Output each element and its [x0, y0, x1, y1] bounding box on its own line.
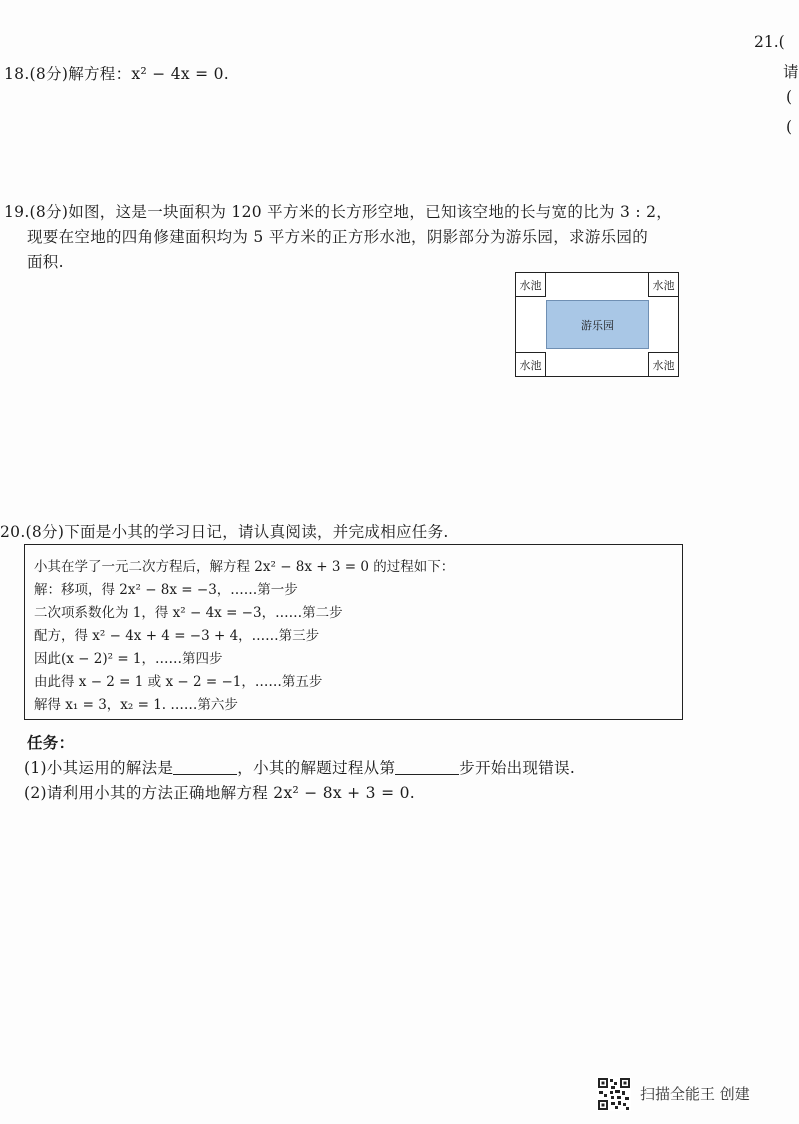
task-1-text-a: (1)小其运用的解法是	[24, 759, 174, 777]
q21-fragment-paren2: (	[786, 118, 793, 136]
pool-bottom-left: 水池	[515, 352, 546, 377]
diary-step-4: 因此(x − 2)² = 1，……第四步	[34, 651, 223, 667]
field-diagram	[515, 272, 679, 377]
task-title: 任务：	[27, 734, 75, 752]
answer-blank-step[interactable]	[395, 760, 459, 775]
q21-number: 21.(	[754, 33, 785, 51]
q19-line3: 面积.	[27, 253, 64, 271]
question-18	[4, 62, 229, 84]
q18-equation: x² − 4x = 0.	[131, 65, 230, 83]
q20-head: 20.(8分)下面是小其的学习日记，请认真阅读，并完成相应任务.	[0, 523, 449, 541]
diary-box	[24, 544, 683, 720]
pool-bottom-right: 水池	[648, 352, 679, 377]
diary-step-2: 二次项系数化为 1，得 x² − 4x = −3，……第二步	[34, 605, 343, 621]
task-1	[24, 756, 575, 778]
diary-step-3: 配方，得 x² − 4x + 4 = −3 + 4，……第三步	[34, 628, 320, 644]
q19-line1: 19.(8分)如图，这是一块面积为 120 平方米的长方形空地，已知该空地的长与宽的比为 3 : 2，	[4, 203, 673, 221]
diary-step-5: 由此得 x − 2 = 1 或 x − 2 = −1，……第五步	[34, 674, 323, 690]
diary-step-6: 解得 x₁ = 3，x₂ = 1. ……第六步	[34, 697, 238, 713]
amusement-park-area: 游乐园	[546, 300, 649, 349]
scanner-watermark: 扫描全能王 创建	[640, 1085, 750, 1103]
pool-top-left: 水池	[515, 272, 546, 297]
q18-head: 18.(8分)解方程：	[4, 65, 132, 83]
q19-line2: 现要在空地的四角修建面积均为 5 平方米的正方形水池，阴影部分为游乐园，求游乐园的	[27, 228, 649, 246]
task-2: (2)请利用小其的方法正确地解方程 2x² − 8x + 3 = 0.	[24, 784, 415, 802]
diary-line-intro: 小其在学了一元二次方程后，解方程 2x² − 8x + 3 = 0 的过程如下：	[34, 559, 455, 575]
pool-top-right: 水池	[648, 272, 679, 297]
task-1-text-b: ，小其的解题过程从第	[237, 759, 396, 777]
q21-fragment-line2: 请	[783, 63, 799, 81]
qr-code-icon	[597, 1077, 631, 1111]
q21-fragment-paren1: (	[786, 88, 793, 106]
diary-step-1: 解：移项，得 2x² − 8x = −3，……第一步	[34, 582, 298, 598]
task-1-text-c: 步开始出现错误.	[459, 759, 576, 777]
answer-blank-method[interactable]	[173, 760, 237, 775]
